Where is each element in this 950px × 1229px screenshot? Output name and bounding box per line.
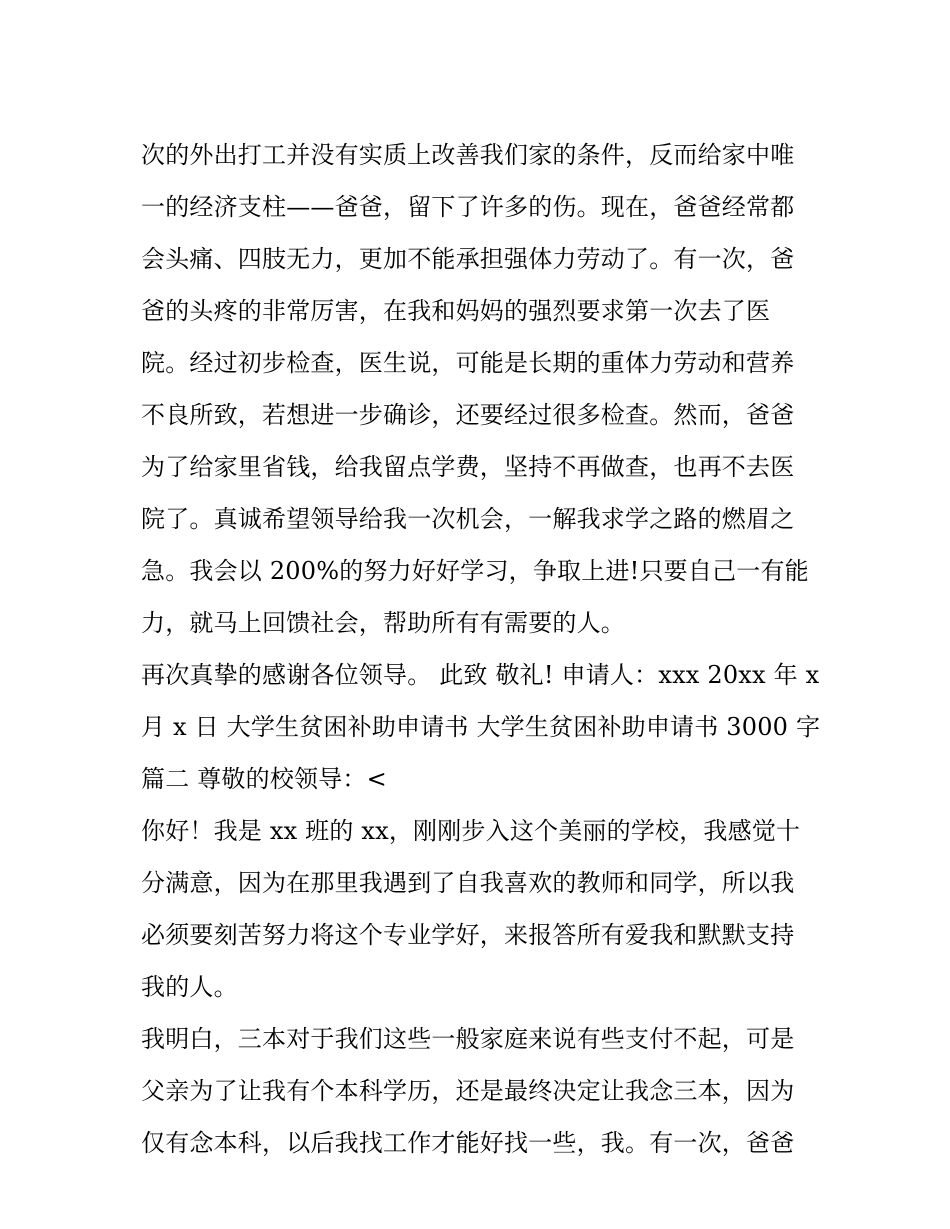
- paragraph-1: [141, 129, 821, 649]
- text-line: 力，就马上回馈社会，帮助所有有需要的人。: [141, 609, 625, 637]
- text-line: 父亲为了让我有个本科学历，还是最终决定让我念三本，因为: [141, 1077, 795, 1105]
- paragraph-3: [141, 805, 821, 1013]
- text-line: 月 x 日 大学生贫困补助申请书 大学生贫困补助申请书 3000 字: [141, 713, 821, 741]
- paragraph-4: [141, 1013, 821, 1169]
- text-line: 你好！我是 xx 班的 xx，刚刚步入这个美丽的学校，我感觉十: [141, 817, 801, 845]
- text-line: 会头痛、四肢无力，更加不能承担强体力劳动了。有一次，爸: [141, 245, 795, 273]
- text-line: 院了。真诚希望领导给我一次机会，一解我求学之路的燃眉之: [141, 505, 795, 533]
- document-body: [141, 129, 821, 1169]
- text-line: 我的人。: [141, 973, 238, 1001]
- text-line: 仅有念本科，以后我找工作才能好找一些，我。有一次，爸爸: [141, 1129, 795, 1157]
- text-line: 急。我会以 200%的努力好好学习，争取上进!只要自己一有能: [141, 557, 809, 585]
- text-line: 必须要刻苦努力将这个专业学好，来报答所有爱我和默默支持: [141, 921, 795, 949]
- text-line: 爸的头疼的非常厉害，在我和妈妈的强烈要求第一次去了医: [141, 297, 771, 325]
- text-line: 次的外出打工并没有实质上改善我们家的条件，反而给家中唯: [141, 141, 795, 169]
- paragraph-2: [141, 649, 821, 805]
- text-line: 我明白，三本对于我们这些一般家庭来说有些支付不起，可是: [141, 1025, 795, 1053]
- text-line: 再次真挚的感谢各位领导。 此致 敬礼! 申请人：xxx 20xx 年 x: [141, 661, 820, 689]
- text-line: 院。经过初步检查，医生说，可能是长期的重体力劳动和营养: [141, 349, 795, 377]
- text-line: 不良所致，若想进一步确诊，还要经过很多检查。然而，爸爸: [141, 401, 795, 429]
- text-line: 为了给家里省钱，给我留点学费，坚持不再做查，也再不去医: [141, 453, 795, 481]
- text-line: 分满意，因为在那里我遇到了自我喜欢的教师和同学，所以我: [141, 869, 795, 897]
- text-line: 一的经济支柱——爸爸，留下了许多的伤。现在，爸爸经常都: [141, 193, 795, 221]
- text-line: 篇二 尊敬的校领导：<: [141, 765, 387, 793]
